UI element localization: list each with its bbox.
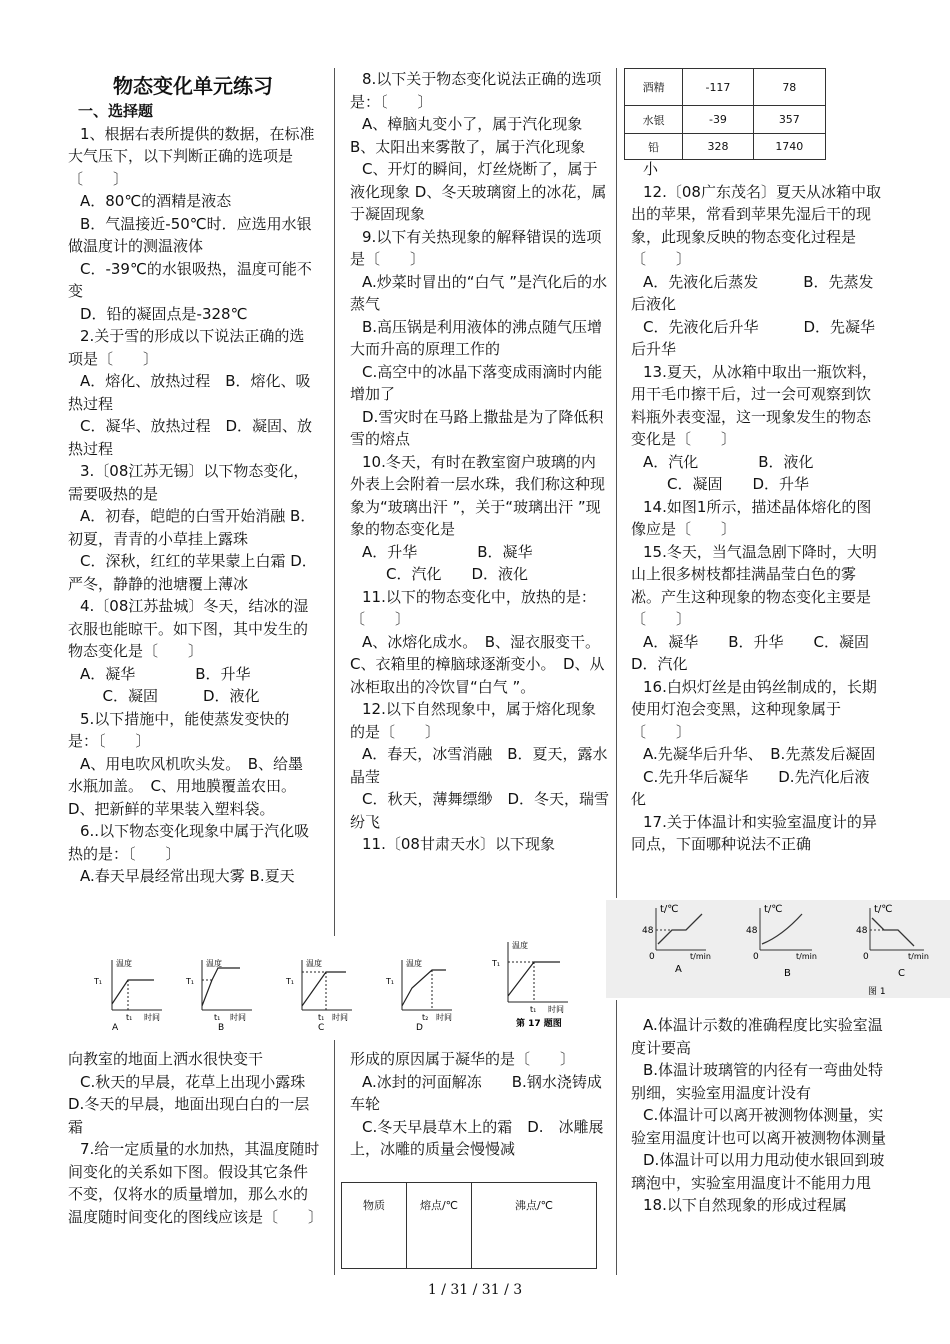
fig17-graph-d <box>385 958 452 1033</box>
q12b-options-cd: C．先液化后升华 D．先凝华后升华 <box>631 317 876 358</box>
fig1-axis-x: t/min <box>796 952 817 961</box>
fig17-axis-x: 时间 <box>332 1013 348 1022</box>
q11-options: A、冰熔化成水。 B、湿衣服变干。C、衣箱里的樟脑球逐渐变小。 D、从冰柜取出的冷饮冒“白气 ”。 <box>350 632 605 696</box>
q10-options-ab: A．升华 B．凝华 <box>362 542 533 561</box>
column-2 <box>350 68 610 856</box>
q14-stem: 14.如图1所示，描述晶体熔化的图像应是〔 〕 <box>631 497 872 538</box>
column-2-bottom <box>350 1048 606 1161</box>
substance-table-header <box>341 1182 597 1269</box>
fig17-axis-y: 温度 <box>206 959 222 968</box>
fig17-axis-y: 温度 <box>406 959 422 968</box>
fig1-caption: 图 1 <box>868 987 886 997</box>
fig1-label-b: B <box>784 968 791 979</box>
table-cell: 328 <box>683 134 753 160</box>
q5-stem: 5.以下措施中，能使蒸发变快的是：〔 〕 <box>68 709 290 750</box>
q9-option-d: D.雪灾时在马路上撒盐是为了降低积雪的熔点 <box>350 407 604 448</box>
q11-stem: 11.以下的物态变化中，放热的是：〔 〕 <box>350 587 596 628</box>
fig17-label-a: A <box>112 1023 119 1033</box>
column-3-bottom <box>631 1014 887 1217</box>
q4-options-ab: A．凝华 B．升华 <box>80 664 251 683</box>
fig17-graph-main <box>491 940 568 1029</box>
fig1-axis-y: t/℃ <box>764 904 783 915</box>
q15-options: A．凝华 B．升华 C．凝固 D．汽化 <box>631 632 885 673</box>
fig17-time-tick: t₁ <box>126 1013 133 1022</box>
table-cell: 铅 <box>625 134 683 160</box>
fig1-tick: 48 <box>746 926 758 936</box>
q12b-stem: 12.〔08广东茂名〕夏天从冰箱中取出的苹果，常看到苹果先湿后干的现象，此现象反映的物态变化过程是〔 〕 <box>631 182 881 268</box>
fig17-t1: T₁ <box>492 959 501 968</box>
q1-option-d: D．铅的凝固点是-328℃ <box>80 304 248 323</box>
table-cell: 357 <box>753 106 825 134</box>
q17-option-c: C.体温计可以离开被测物体测量，实验室用温度计也可以离开被测物体测量 <box>631 1106 887 1147</box>
q17-option-d: D.体温计可以用力甩动使水银回到玻璃泡中，实验室用温度计不能用力甩 <box>631 1151 885 1192</box>
q1-option-a: A．80℃的酒精是液态 <box>80 192 232 210</box>
fig1-label-c: C <box>898 968 905 979</box>
q16-options-cd: C.先升华后凝华 D.先汽化后液化 <box>631 767 870 808</box>
q4-stem: 4.〔08江苏盐城〕冬天，结冰的湿衣服也能晾干。如下图，其中发生的物态变化是〔 〕 <box>68 597 309 660</box>
q17-stem: 17.关于体温计和实验室温度计的异同点，下面哪种说法不正确 <box>631 812 877 853</box>
q2-stem: 2.关于雪的形成以下说法正确的选项是〔 〕 <box>68 327 305 368</box>
q11b-options-ab: A.冰封的河面解冻 B.钢水浇铸成车轮 <box>350 1072 602 1113</box>
q17-option-b: B.体温计玻璃管的内径有一弯曲处特别细，实验室用温度计没有 <box>631 1061 884 1102</box>
column-1 <box>68 72 318 888</box>
q13-stem: 13.夏天，从冰箱中取出一瓶饮料，用干毛巾擦干后，过一会可观察到饮料瓶外表变湿，这一现象发生的物态变化是〔 〕 <box>631 362 877 448</box>
table-cell: 78 <box>753 69 825 106</box>
q1-option-c: C．-39℃的水银吸热，温度可能不变 <box>68 259 312 300</box>
q8-stem: 8.以下关于物态变化说法正确的选项是：〔 〕 <box>350 70 602 111</box>
q11b-stem-cont: 形成的原因属于凝华的是〔 〕 <box>350 1050 576 1068</box>
q17-option-a: A.体温计示数的准确程度比实验室温度计要高 <box>631 1016 883 1057</box>
figure-17 <box>90 940 590 1038</box>
column-3 <box>631 158 885 856</box>
table-cell: 1740 <box>753 134 825 160</box>
q12-options-ab: A．春天，冰雪消融 B．夏天，露水晶莹 <box>350 745 608 786</box>
q12-stem: 12.以下自然现象中，属于熔化现象的是〔 〕 <box>350 700 596 741</box>
fig17-time-tick: t₁ <box>318 1013 325 1022</box>
q2-options-ab: A．熔化、放热过程 B．熔化、吸热过程 <box>68 372 311 413</box>
fig17-axis-y: 温度 <box>512 941 528 950</box>
fig17-axis-x: 时间 <box>144 1013 160 1022</box>
fig1-tick: 48 <box>642 926 654 936</box>
column-divider-2 <box>616 68 617 898</box>
q5-options: A、用电吹风机吹头发。 B、给墨水瓶加盖。 C、用地膜覆盖农田。 D、把新鲜的苹果装入塑料袋。 <box>68 754 304 818</box>
column-divider-1 <box>334 68 335 936</box>
fig1-origin: 0 <box>863 952 869 962</box>
q3-options-cd: C．深秋，红红的苹果蒙上白霜 D．严冬，静静的池塘覆上薄冰 <box>68 552 317 593</box>
fig17-time-tick: t₂ <box>422 1013 429 1022</box>
substance-table-bottom-part <box>624 68 826 160</box>
q1-option-b: B．气温接近-50℃时．应选用水银做温度计的测温液体 <box>68 214 312 255</box>
fig17-axis-x: 时间 <box>436 1013 452 1022</box>
q13-options-ab: A．汽化 B．液化 <box>643 452 814 471</box>
q15-stem: 15.冬天，当气温急剧下降时，大明山上很多树枝都挂满晶莹白色的雾凇。产生这种现象的物态变化主要是〔 〕 <box>631 542 877 628</box>
fig1-axis-y: t/℃ <box>874 904 893 915</box>
fig1-axis-x: t/min <box>908 952 929 961</box>
q11b-options-cd: C.冬天早晨草木上的霜 D. 冰雕展上，冰雕的质量会慢慢减 <box>350 1117 604 1158</box>
table-header-boiling: 沸点/℃ <box>472 1183 597 1269</box>
q4-options-cd: C．凝固 D．液化 <box>102 687 260 705</box>
fig17-t1: T₁ <box>186 977 195 986</box>
q8-options-ab: A、樟脑丸变小了，属于汽化现象 B、太阳出来雾散了，属于汽化现象 <box>350 115 586 156</box>
column-divider-3 <box>334 1040 335 1275</box>
fig17-axis-x: 时间 <box>548 1005 564 1014</box>
fig17-t1: T₁ <box>386 977 395 986</box>
fig1-label-a: A <box>675 964 682 975</box>
q10-options-cd: C．汽化 D．液化 <box>386 565 529 583</box>
fig17-t1: T₁ <box>94 977 103 986</box>
table-cell: -39 <box>683 106 753 134</box>
column-1-bottom <box>68 1048 324 1228</box>
fig17-axis-y: 温度 <box>116 959 132 968</box>
q1-stem: 1、根据右表所提供的数据，在标准大气压下，以下判断正确的选项是〔 〕 <box>68 124 315 188</box>
q12b-options-ab: A．先液化后蒸发 B．先蒸发后液化 <box>631 272 874 313</box>
column-divider-4 <box>616 1000 617 1275</box>
figure-1 <box>606 900 950 998</box>
fig17-caption: 第 17 题图 <box>516 1019 562 1029</box>
table-cell: -117 <box>683 69 753 106</box>
q12-options-cd: C．秋天，薄舞缥缈 D．冬天，瑞雪纷飞 <box>350 790 610 831</box>
fig17-axis-y: 温度 <box>306 959 322 968</box>
table-cell: 酒精 <box>625 69 683 106</box>
fig17-time-tick: t₁ <box>530 1005 537 1014</box>
fig1-tick: 48 <box>856 926 868 936</box>
fig17-t1: T₁ <box>286 977 295 986</box>
fig1-axis-x: t/min <box>690 952 711 961</box>
fig17-label-d: D <box>416 1023 423 1033</box>
table-header-substance: 物质 <box>342 1183 407 1269</box>
fig17-graph-b <box>185 958 252 1033</box>
q6-options-cd: C.秋天的早晨，花草上出现小露珠 D.冬天的早晨，地面出现白白的一层霜 <box>68 1072 310 1136</box>
q10-stem: 10.冬天，有时在教室窗户玻璃的内外表上会附着一层水珠，我们称这种现象为“玻璃出汗 ”，关于“玻璃出汗 ”现象的物态变化是 <box>350 452 606 538</box>
fig1-axis-y: t/℃ <box>660 904 679 915</box>
q6-option-a: A.春天早晨经常出现大雾 B.夏天 <box>80 867 295 885</box>
table-header-melting: 熔点/℃ <box>407 1183 472 1269</box>
q13-options-cd: C．凝固 D．升华 <box>667 475 810 493</box>
table-continuation-text: 小 <box>643 160 659 178</box>
q16-stem: 16.白炽灯丝是由钨丝制成的，长期使用灯泡会变黑，这种现象属于〔 〕 <box>631 677 877 741</box>
page-footer: 1 / 31 / 31 / 3 <box>427 1282 523 1298</box>
q6-stem: 6..以下物态变化现象中属于汽化吸热的是：〔 〕 <box>68 822 310 863</box>
section-heading: 一、选择题 <box>78 102 154 120</box>
q9-option-a: A.炒菜时冒出的“白气 ”是汽化后的水蒸气 <box>350 272 608 313</box>
q9-option-c: C.高空中的冰晶下落变成雨滴时内能增加了 <box>350 362 603 403</box>
fig17-time-tick: t₁ <box>214 1013 221 1022</box>
q6-option-b-cont: 向教室的地面上洒水很快变干 <box>68 1050 264 1068</box>
q8-options-cd: C、开灯的瞬间，灯丝烧断了，属于液化现象 D、冬天玻璃窗上的冰花，属于凝固现象 <box>350 160 607 223</box>
q16-options-ab: A.先凝华后升华、 B.先蒸发后凝固 <box>643 745 876 763</box>
table-cell: 水银 <box>625 106 683 134</box>
fig17-graph-c <box>285 958 352 1033</box>
fig17-axis-x: 时间 <box>230 1013 246 1022</box>
q9-option-b: B.高压锅是利用液体的沸点随气压增大而升高的原理工作的 <box>350 317 603 358</box>
q7-stem: 7.给一定质量的水加热，其温度随时间变化的关系如下图。假设其它条件不变，仅将水的质量增加，那么水的温度随时间变化的图线应该是〔 〕 <box>68 1140 324 1226</box>
fig1-origin: 0 <box>649 952 655 962</box>
q11b-stem: 11.〔08甘肃天水〕以下现象 <box>362 835 555 853</box>
fig17-label-c: C <box>318 1023 325 1033</box>
page-title: 物态变化单元练习 <box>113 74 273 98</box>
q2-options-cd: C．凝华、放热过程 D．凝固、放热过程 <box>68 417 313 458</box>
fig1-origin: 0 <box>753 952 759 962</box>
q3-options-ab: A．初春，皑皑的白雪开始消融 B．初夏，青青的小草挂上露珠 <box>68 507 316 548</box>
fig17-graph-a <box>93 958 162 1033</box>
q3-stem: 3.〔08江苏无锡〕以下物态变化，需要吸热的是 <box>68 462 309 503</box>
q9-stem: 9.以下有关热现象的解释错误的选项是〔 〕 <box>350 227 602 268</box>
fig17-label-b: B <box>218 1023 225 1033</box>
q18-stem: 18.以下自然现象的形成过程属 <box>643 1196 847 1214</box>
